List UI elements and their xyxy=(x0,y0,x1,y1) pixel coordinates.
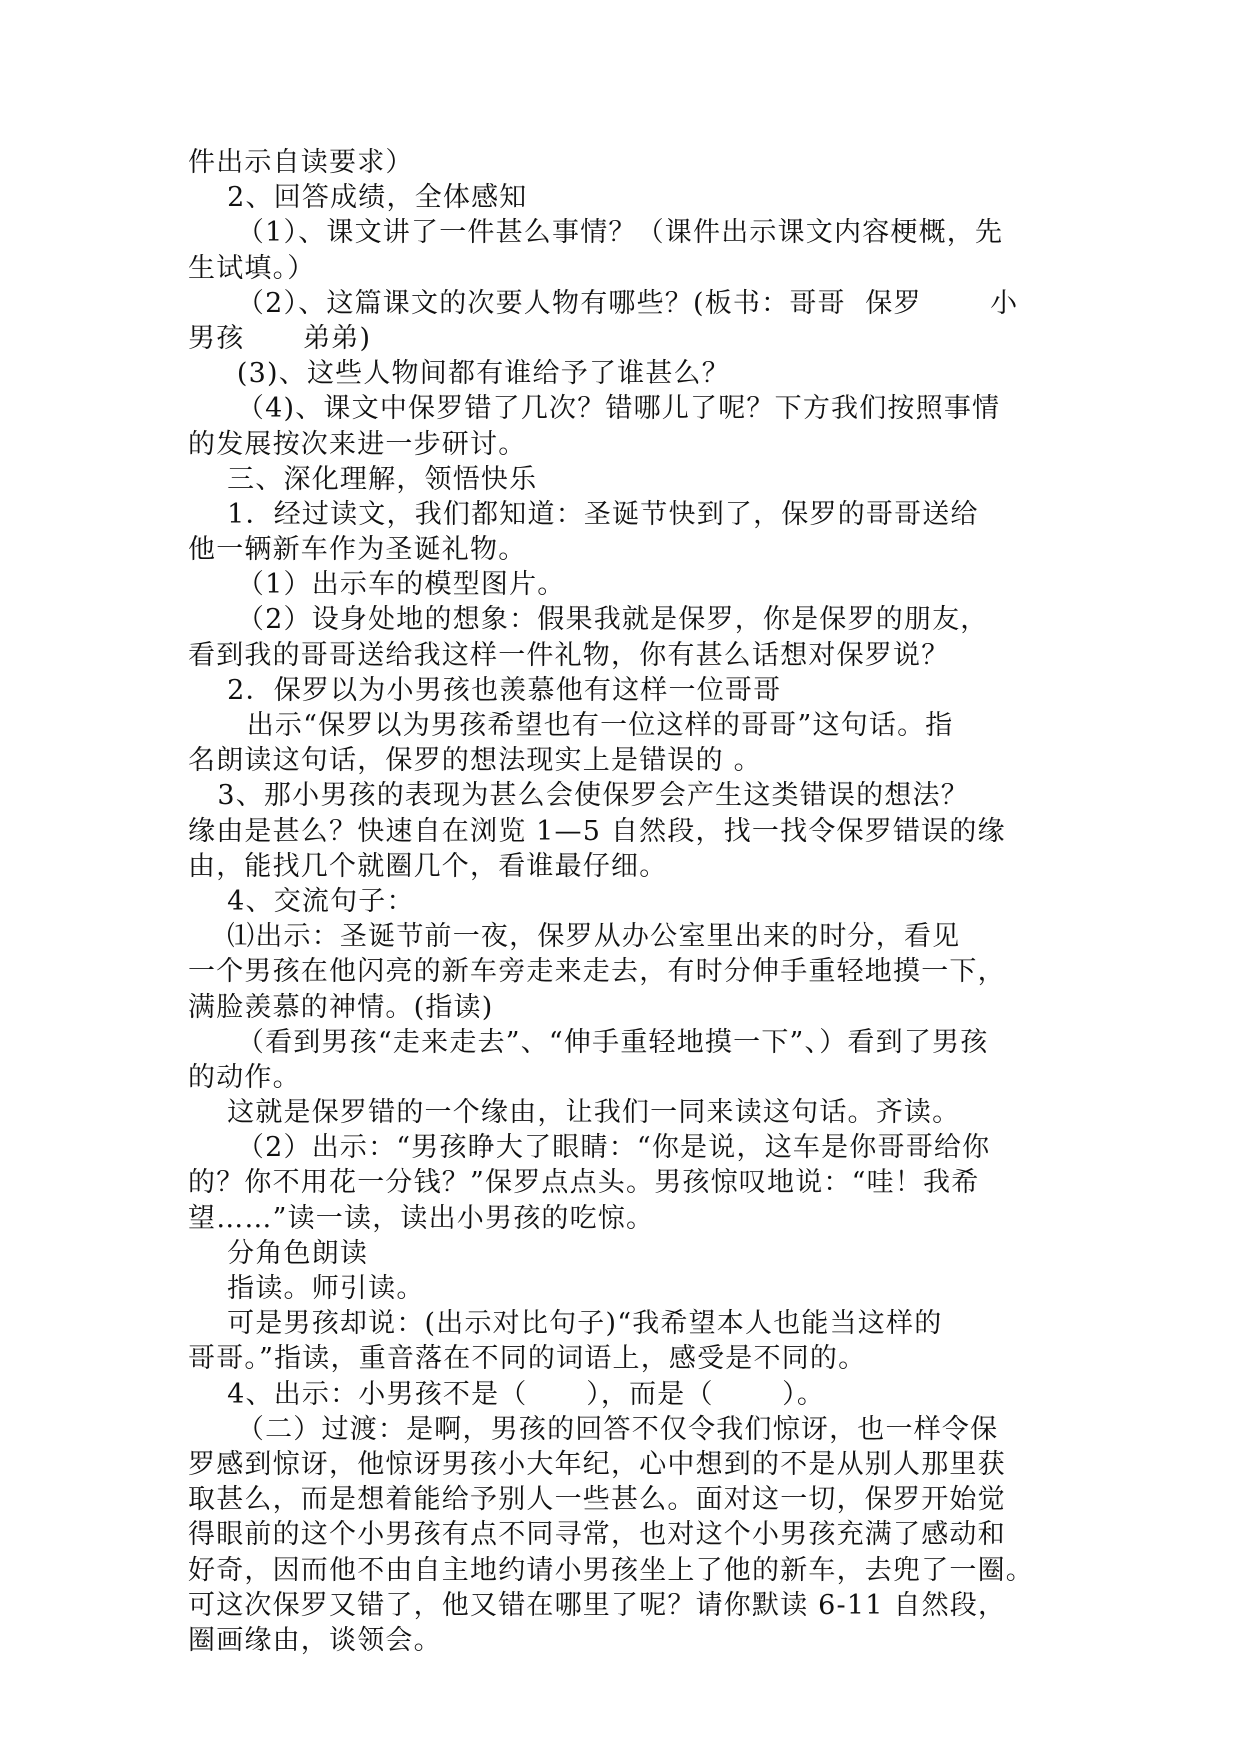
text-line: 2、回答成绩，全体感知 xyxy=(188,182,528,214)
text-line: 1．经过读文，我们都知道：圣诞节快到了，保罗的哥哥送给 xyxy=(188,498,979,530)
text-line: （1）出示车的模型图片。 xyxy=(188,569,566,601)
text-line: 4、交流句子： xyxy=(188,885,415,917)
text-line: 件出示自读要求） xyxy=(188,147,414,178)
text-line: 缘由是甚么？快速自在浏览 1—5 自然段，找一找令保罗错误的缘 xyxy=(188,815,1006,847)
text-line: 这就是保罗错的一个缘由，让我们一同来读这句话。齐读。 xyxy=(188,1097,961,1129)
text-line: 的发展按次来进一步研讨。 xyxy=(188,428,527,460)
text-line: 名朗读这句话，保罗的想法现实上是错误的 。 xyxy=(188,745,762,777)
text-line: 圈画缘由，谈领会。 xyxy=(188,1624,442,1656)
text-line: 分角色朗读 xyxy=(188,1237,369,1269)
text-line: 好奇，因而他不由自主地约请小男孩坐上了他的新车，去兜了一圈。 xyxy=(188,1554,1034,1586)
text-line: （二）过渡：是啊，男孩的回答不仅令我们惊讶，也一样令保 xyxy=(188,1413,999,1445)
text-line: 指读。师引读。 xyxy=(188,1273,425,1304)
text-line: 取甚么，而是想着能给予别人一些甚么。面对这一切，保罗开始觉 xyxy=(188,1484,1006,1516)
text-line: ⑴出示：圣诞节前一夜，保罗从办公室里出来的时分，看见 xyxy=(188,921,961,953)
text-line: 哥哥。”指读，重音落在不同的词语上，感受是不同的。 xyxy=(188,1343,867,1375)
text-line: （2）、这篇课文的次要人物有哪些？(板书：哥哥 保罗 小 xyxy=(188,287,1019,319)
text-line: 可是男孩却说：(出示对比句子)“我希望本人也能当这样的 xyxy=(188,1308,943,1340)
text-line: （2）出示：“男孩睁大了眼睛：“你是说，这车是你哥哥给你 xyxy=(188,1132,991,1164)
text-line: （1）、课文讲了一件甚么事情？（课件出示课文内容梗概，先 xyxy=(188,217,1004,249)
text-line: 得眼前的这个小男孩有点不同寻常，也对这个小男孩充满了感动和 xyxy=(188,1519,1006,1551)
text-line: 出示“保罗以为男孩希望也有一位这样的哥哥”这句话。指 xyxy=(188,710,954,741)
text-line: 的？你不用花一分钱？”保罗点点头。男孩惊叹地说：“哇！我希 xyxy=(188,1167,980,1199)
text-line: 三、深化理解，领悟快乐 xyxy=(188,463,538,495)
text-line: 满脸羡慕的神情。(指读) xyxy=(188,991,494,1023)
text-line: （看到男孩“走来走去”、“伸手重轻地摸一下”、）看到了男孩 xyxy=(188,1026,989,1058)
text-line: 生试填。） xyxy=(188,252,316,284)
text-line: 他一辆新车作为圣诞礼物。 xyxy=(188,534,527,566)
text-line: （4)、课文中保罗错了几次？错哪儿了呢？下方我们按照事情 xyxy=(188,393,1001,425)
text-line: 4、出示：小男孩不是（ ），而是（ ）。 xyxy=(188,1378,826,1410)
text-line: (3)、这些人物间都有谁给予了谁甚么？ xyxy=(188,358,730,390)
text-line: 男孩 弟弟) xyxy=(188,322,372,354)
text-line: 望……”读一读，读出小男孩的吃惊。 xyxy=(188,1202,655,1234)
text-line: 的动作。 xyxy=(188,1061,301,1093)
text-line: 由，能找几个就圈几个，看谁最仔细。 xyxy=(188,850,668,882)
text-line: 一个男孩在他闪亮的新车旁走来走去，有时分伸手重轻地摸一下， xyxy=(188,956,1006,988)
text-line: （2）设身处地的想象：假果我就是保罗，你是保罗的朋友， xyxy=(188,604,989,636)
text-line: 可这次保罗又错了，他又错在哪里了呢？请你默读 6-11 自然段， xyxy=(188,1589,1007,1621)
text-line: 看到我的哥哥送给我这样一件礼物，你有甚么话想对保罗说？ xyxy=(188,639,950,671)
document-body xyxy=(188,145,1068,1658)
text-line: 2．保罗以为小男孩也羡慕他有这样一位哥哥 xyxy=(188,674,782,706)
text-line: 3、那小男孩的表现为甚么会使保罗会产生这类错误的想法？ xyxy=(188,780,969,812)
text-line: 罗感到惊讶，他惊讶男孩小大年纪，心中想到的不是从别人那里获 xyxy=(188,1448,1006,1480)
